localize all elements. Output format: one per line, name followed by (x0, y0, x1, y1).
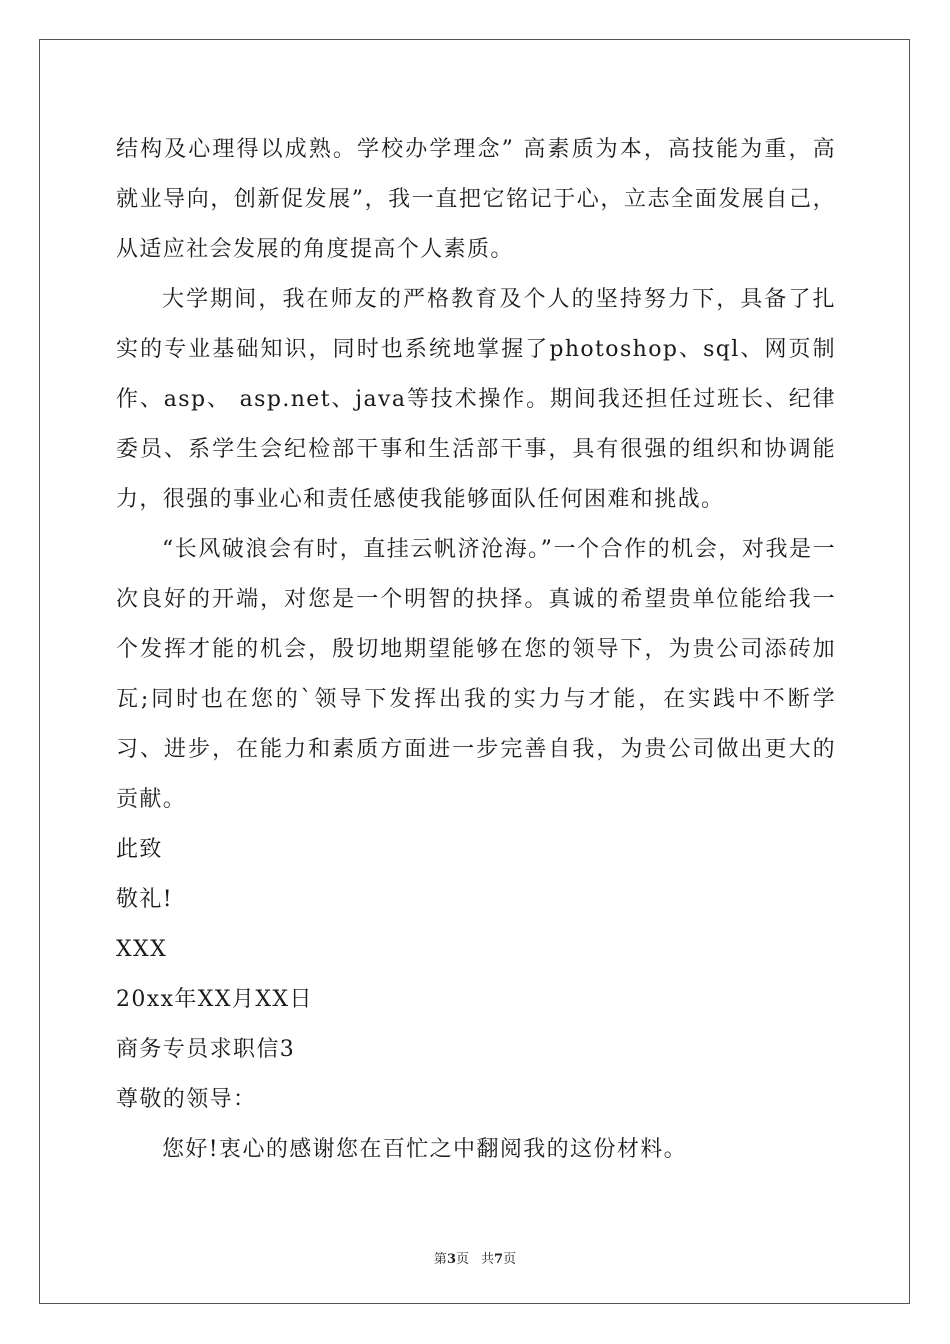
salute-line: 敬礼! (116, 887, 174, 912)
greeting-line: 尊敬的领导： (116, 1087, 257, 1112)
footer-total-prefix: 共 (481, 1252, 495, 1267)
closing-line: 此致 (116, 837, 163, 862)
footer-total-suffix: 页 (503, 1252, 517, 1267)
signature-line: XXX (116, 937, 168, 962)
document-body (116, 125, 836, 1175)
date-line: 20xx年XX月XX日 (116, 987, 313, 1012)
footer-page-mid: 页 (455, 1252, 469, 1267)
footer-page-current: 3 (446, 1252, 456, 1267)
footer-page-total: 7 (494, 1252, 504, 1267)
paragraph-intro-end: 结构及心理得以成熟。学校办学理念” 高素质为本，高技能为重，高就业导向，创新促发展”，我一直把它铭记于心，立志全面发展自己，从适应社会发展的角度提高个人素质。 (116, 137, 836, 262)
page-footer (0, 1248, 950, 1267)
opening-line: 您好!衷心的感谢您在百忙之中翻阅我的这份材料。 (162, 1137, 688, 1162)
paragraph-cooperation: “长风破浪会有时，直挂云帆济沧海。”一个合作的机会，对我是一次良好的开端，对您是一个明智的抉择。真诚的希望贵单位能给我一个发挥才能的机会，殷切地期望能够在您的领导下，为贵公司添砖加瓦;同时也在您的`领导下发挥出我的实力与才能，在实践中不断学习、进步，在能力和素质方面进一步完善自我，为贵公司做出更大的贡献。 (116, 537, 836, 812)
footer-page-prefix: 第 (433, 1252, 447, 1267)
letter-title: 商务专员求职信3 (116, 1037, 296, 1062)
paragraph-university: 大学期间，我在师友的严格教育及个人的坚持努力下，具备了扎实的专业基础知识，同时也系统地掌握了photoshop、sql、网页制作、asp、 asp.net、java等技术操作。期间我还担任过班长、纪律委员、系学生会纪检部干事和生活部干事，具有很强的组织和协调能力，很强的事业心和责任感使我能够面队任何困难和挑战。 (116, 287, 836, 512)
